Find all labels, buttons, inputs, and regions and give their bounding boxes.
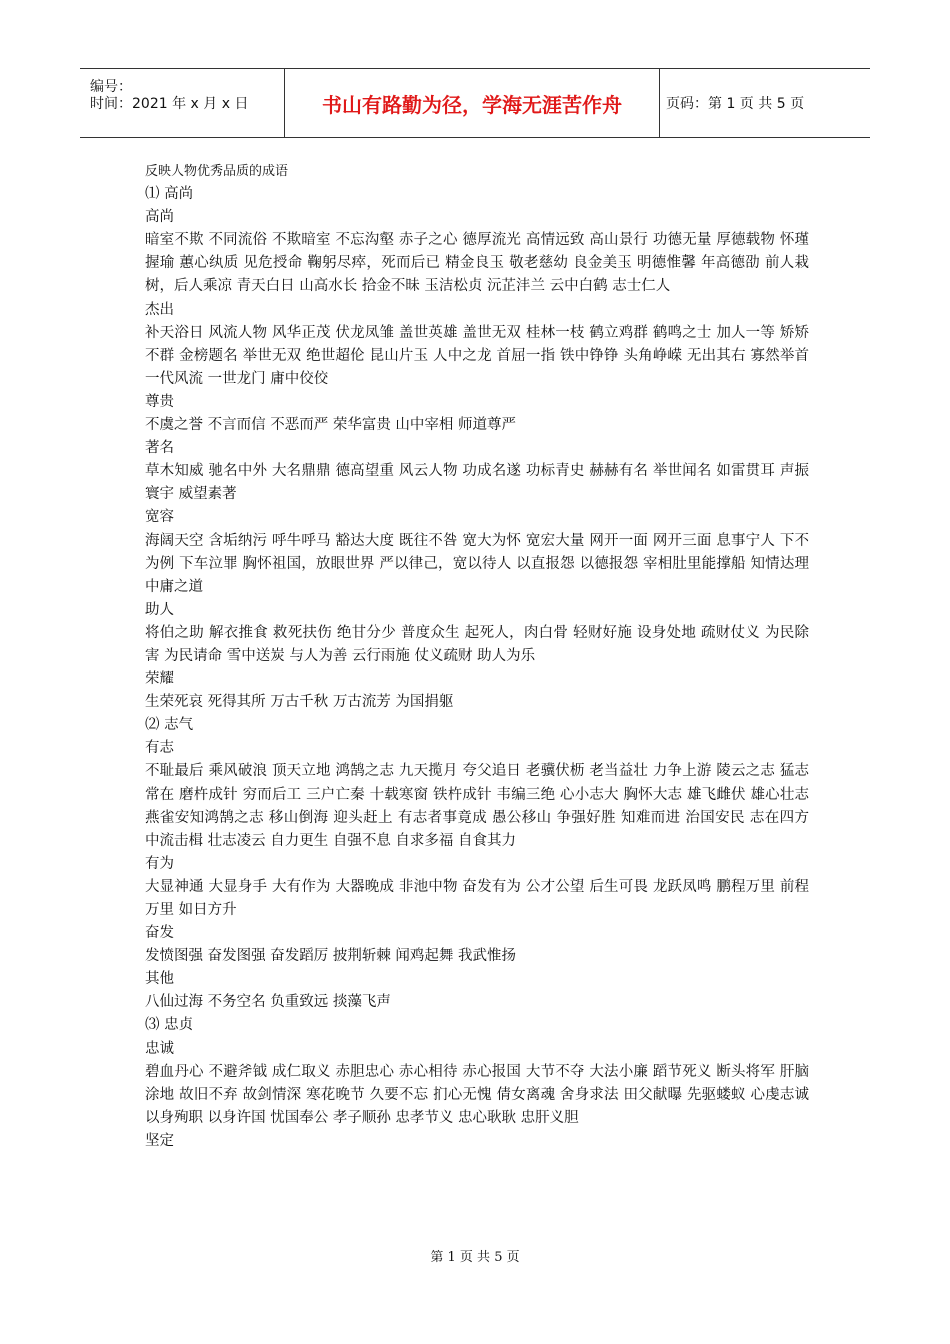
category-heading: 坚定 bbox=[145, 1132, 174, 1149]
category-heading: 著名 bbox=[145, 440, 174, 457]
category-heading: 有志 bbox=[145, 740, 174, 757]
idiom-list: 草木知威 驰名中外 大名鼎鼎 德高望重 风云人物 功成名遂 功标青史 赫赫有名 举世闻名 如雷贯耳 声振寰宇 威望素著 bbox=[145, 463, 809, 503]
category-heading: 奋发 bbox=[145, 925, 174, 942]
idiom-list: 补天浴日 风流人物 风华正茂 伏龙凤雏 盖世英雄 盖世无双 桂林一枝 鹤立鸡群 鹤鸣之士 加人一等 矫矫不群 金榜题名 举世无双 绝世超伦 昆山片玉 人中之龙 首屈一指 铁中铮铮 头角峥嵘 无出其右 寡然举首 一代风流 一世龙门 庸中佼佼 bbox=[145, 324, 809, 387]
page-header bbox=[80, 68, 870, 138]
section-heading: ⑴ 高尚 bbox=[145, 186, 194, 203]
document-number-label: 编号： bbox=[90, 79, 132, 95]
category-heading: 助人 bbox=[145, 601, 174, 618]
category-heading: 荣耀 bbox=[145, 671, 174, 688]
category-heading: 忠诚 bbox=[145, 1040, 174, 1057]
idiom-list: 不耻最后 乘风破浪 顶天立地 鸿鹄之志 九天揽月 夸父追日 老骥伏枥 老当益壮 力争上游 陵云之志 猛志常在 磨杵成针 穷而后工 三户亡秦 十载寒窗 铁杵成针 韦编三绝 心小志大 胸怀大志 雄飞雌伏 雄心壮志 燕雀安知鸿鹄之志 移山倒海 迎头赶上 有志者事竟成 愚公移山 争强好胜 知难而进 治国安民 志在四方 中流击楫 壮志凌云 自力更生 自强不息 自求多福 自食其力 bbox=[145, 763, 809, 849]
idiom-list: 碧血丹心 不避斧钺 成仁取义 赤胆忠心 赤心相待 赤心报国 大节不夺 大法小廉 蹈节死义 断头将军 肝脑涂地 故旧不弃 故剑情深 寒花晚节 久要不忘 扪心无愧 倩女离魂 舍身求法 田父献曝 先驱蝼蚁 心虔志诚 以身殉职 以身许国 忧国奉公 孝子顺孙 忠孝节义 忠心耿耿 忠肝义胆 bbox=[145, 1063, 809, 1126]
header-page-info: 页码：第 1 页 共 5 页 bbox=[666, 96, 805, 112]
document-body bbox=[145, 160, 809, 1153]
section-heading: ⑶ 忠贞 bbox=[145, 1017, 194, 1034]
idiom-list: 大显神通 大显身手 大有作为 大器晚成 非池中物 奋发有为 公才公望 后生可畏 龙跃凤鸣 鹏程万里 前程万里 如日方升 bbox=[145, 878, 809, 918]
category-heading: 尊贵 bbox=[145, 393, 174, 410]
category-heading: 杰出 bbox=[145, 301, 174, 318]
idiom-list: 发愤图强 奋发图强 奋发蹈厉 披荆斩棘 闻鸡起舞 我武惟扬 bbox=[145, 948, 517, 965]
idiom-list: 八仙过海 不务空名 负重致远 掞藻飞声 bbox=[145, 994, 391, 1011]
document-date-label: 时间：2021 年 x 月 x 日 bbox=[90, 96, 249, 112]
category-heading: 高尚 bbox=[145, 209, 174, 226]
category-heading: 宽容 bbox=[145, 509, 174, 526]
idiom-list: 生荣死哀 死得其所 万古千秋 万古流芳 为国捐躯 bbox=[145, 694, 454, 711]
idiom-list: 暗室不欺 不同流俗 不欺暗室 不忘沟壑 赤子之心 德厚流光 高情远致 高山景行 功德无量 厚德载物 怀瑾握瑜 蕙心纨质 见危授命 鞠躬尽瘁，死而后已 精金良玉 敬老慈幼 良金美玉 明德惟馨 年高德劭 前人栽树，后人乘凉 青天白日 山高水长 拾金不昧 玉洁松贞 沅芷沣兰 云中白鹤 志士仁人 bbox=[145, 232, 809, 295]
idiom-list: 将伯之助 解衣推食 救死扶伤 绝甘分少 普度众生 起死人，肉白骨 轻财好施 设身处地 疏财仗义 为民除害 为民请命 雪中送炭 与人为善 云行雨施 仗义疏财 助人为乐 bbox=[145, 624, 809, 664]
category-heading: 有为 bbox=[145, 855, 174, 872]
section-heading: ⑵ 志气 bbox=[145, 717, 194, 734]
header-info-cell bbox=[80, 69, 285, 137]
category-heading: 其他 bbox=[145, 971, 174, 988]
page-footer: 第 1 页 共 5 页 bbox=[430, 1250, 520, 1265]
document-title: 反映人物优秀品质的成语 bbox=[145, 164, 289, 179]
header-motto: 书山有路勤为径，学海无涯苦作舟 bbox=[285, 69, 660, 137]
idiom-list: 海阔天空 含垢纳污 呼牛呼马 豁达大度 既往不咎 宽大为怀 宽宏大量 网开一面 网开三面 息事宁人 下不为例 下车泣罪 胸怀祖国，放眼世界 严以律己，宽以待人 以直报怨 以德报怨 宰相肚里能撑船 知情达理 中庸之道 bbox=[145, 532, 809, 595]
idiom-list: 不虞之誉 不言而信 不恶而严 荣华富贵 山中宰相 师道尊严 bbox=[145, 417, 517, 434]
